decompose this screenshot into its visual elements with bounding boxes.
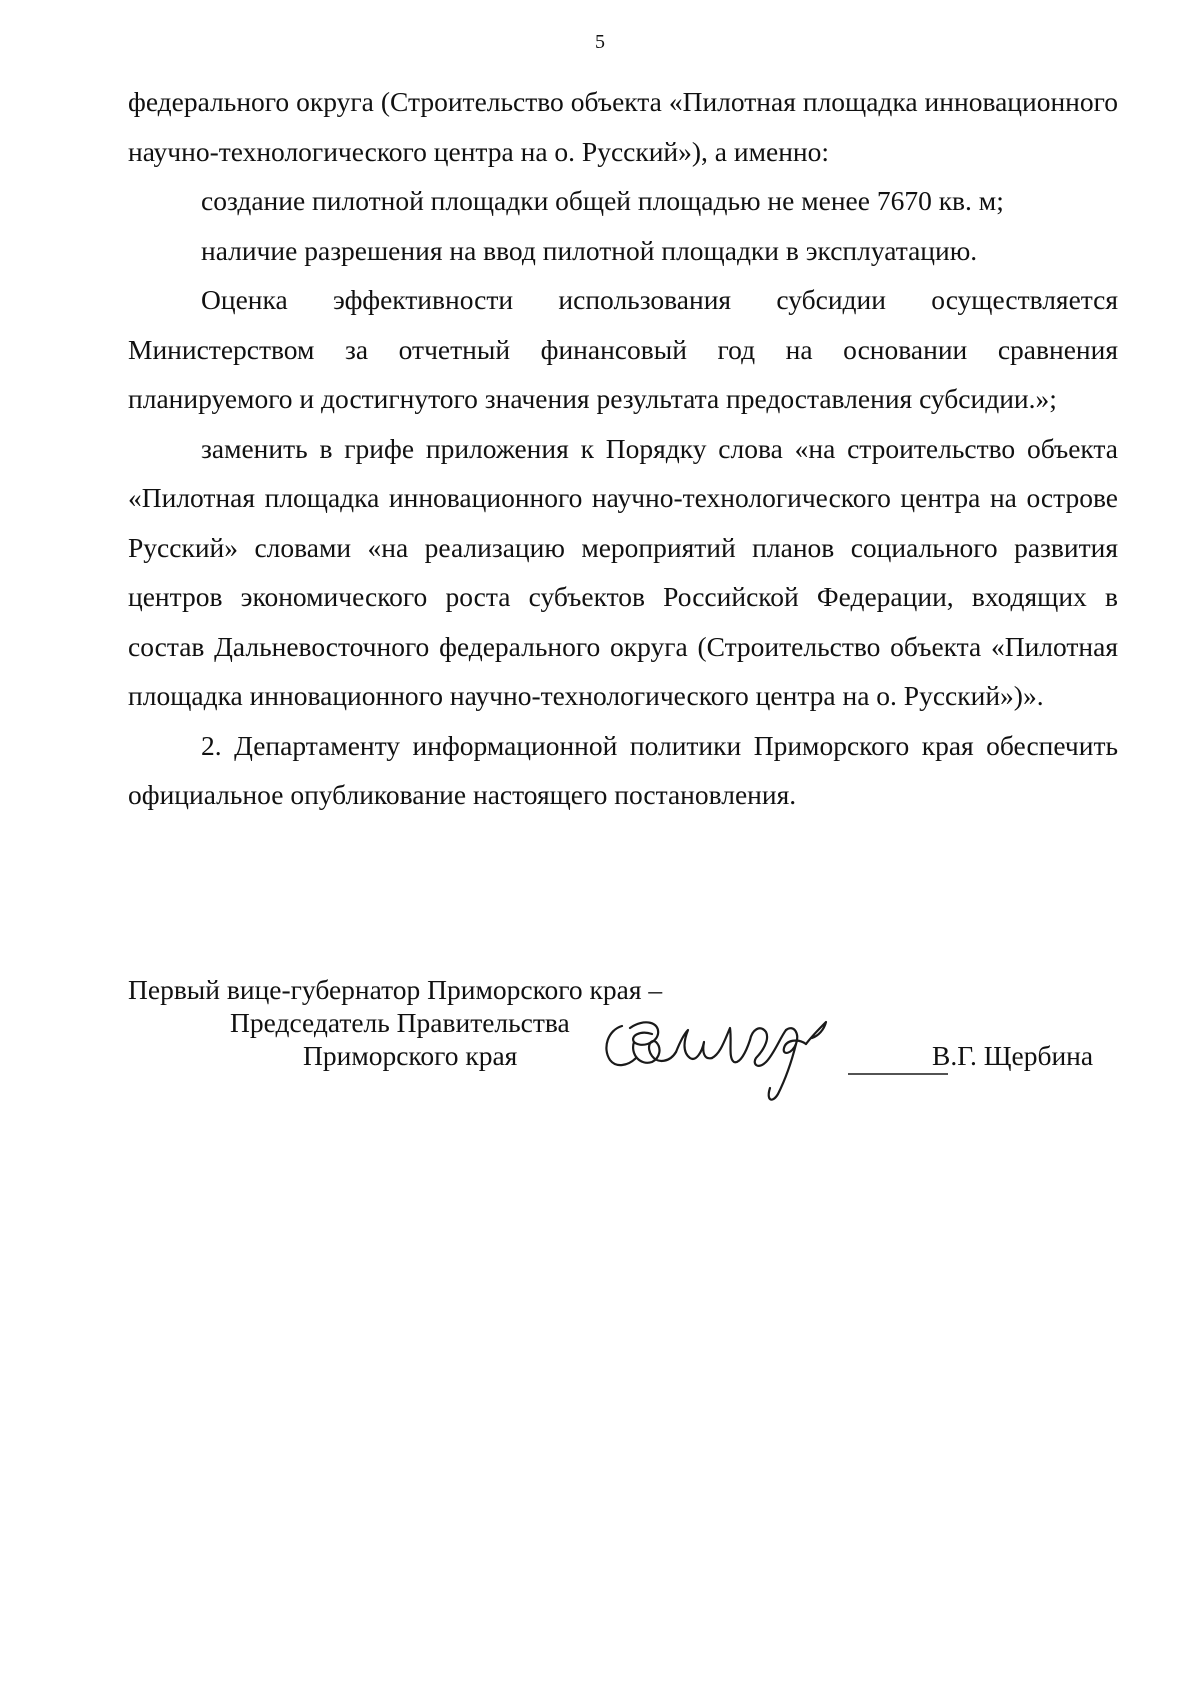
paragraph-list-item-permit: наличие разрешения на ввод пилотной площадки в эксплуатацию. xyxy=(201,234,978,266)
document-body xyxy=(128,77,1118,820)
page-number: 5 xyxy=(595,31,605,53)
signer-name: В.Г. Щербина xyxy=(932,1040,1094,1071)
signer-position-line-2: Председатель Правительства xyxy=(230,1007,570,1038)
paragraph-replace-title: заменить в грифе приложения к Порядку слова «на строительство объекта «Пилотная площадка инновационного научно-технологического центра на острове Русский» словами «на реализацию мероприятий планов социального развития центров экономического роста субъектов Российской Федерации, входящих в состав Дальневосточного федерального округа (Строительство объекта «Пилотная площадка инновационного научно-технологического центра на о. Русский»)». xyxy=(128,432,1118,711)
paragraph-list-item-area: создание пилотной площадки общей площадью не менее 7670 кв. м; xyxy=(201,185,1004,216)
paragraph-evaluation: Оценка эффективности использования субсидии осуществляется Министерством за отчетный финансовый год на основании сравнения планируемого и достигнутого значения результата предоставления субсидии.»; xyxy=(128,284,1118,414)
paragraph-continuation: федерального округа (Строительство объекта «Пилотная площадка инновационного научно-технологического центра на о. Русский»), а именно: xyxy=(128,86,1118,167)
handwritten-signature xyxy=(600,1008,850,1108)
signer-position-line-1: Первый вице-губернатор Приморского края – xyxy=(128,974,663,1005)
paragraph-publication: 2. Департаменту информационной политики Приморского края обеспечить официальное опубликование настоящего постановления. xyxy=(128,729,1118,810)
signer-position-line-3: Приморского края xyxy=(303,1040,518,1071)
